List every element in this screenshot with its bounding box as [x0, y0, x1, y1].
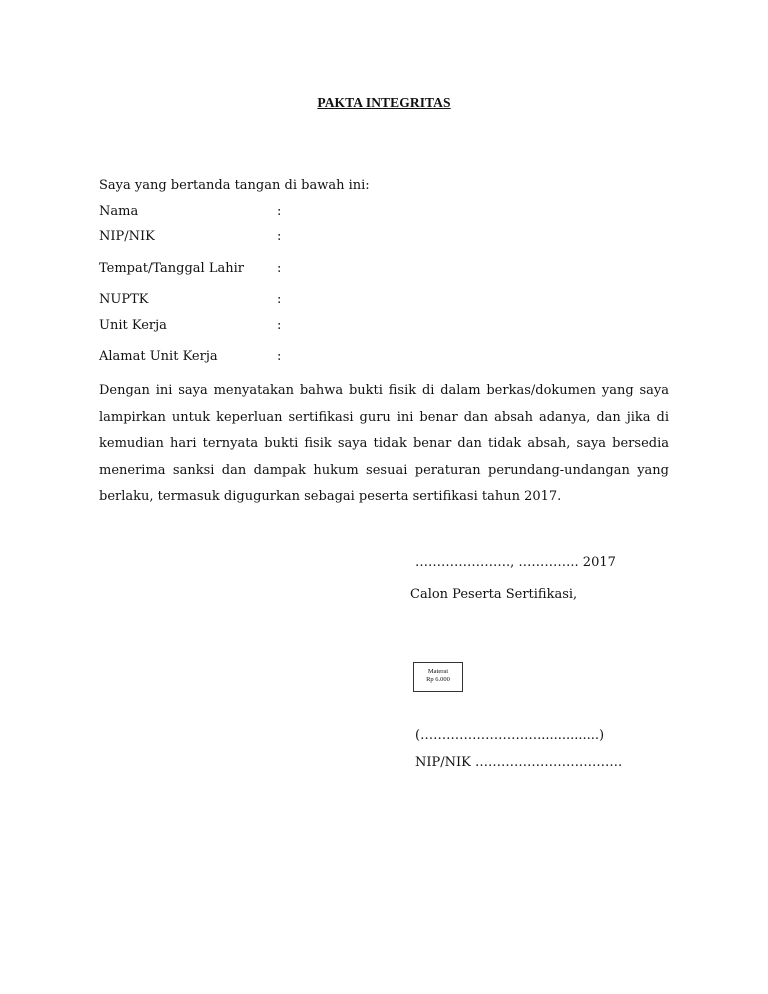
- field-row-nama: [99, 204, 297, 219]
- field-label: NIP/NIK: [99, 229, 155, 244]
- field-row-unit-kerja: [99, 318, 297, 333]
- signature-name-line: (………………………...............): [415, 728, 605, 743]
- intro-text: Saya yang bertanda tangan di bawah ini:: [99, 178, 370, 193]
- field-label: NUPTK: [99, 292, 149, 307]
- field-row-alamat-unit-kerja: [99, 349, 297, 364]
- field-colon: :: [277, 349, 282, 364]
- field-colon: :: [277, 204, 282, 219]
- field-colon: :: [277, 318, 282, 333]
- signature-role: Calon Peserta Sertifikasi,: [410, 587, 578, 602]
- field-colon: :: [277, 292, 282, 307]
- field-label: Tempat/Tanggal Lahir: [99, 261, 244, 276]
- field-label: Nama: [99, 204, 139, 219]
- signature-date-line: …………………., ………….. 2017: [415, 555, 616, 570]
- field-row-tempat-tanggal-lahir: [99, 261, 297, 276]
- field-colon: :: [277, 261, 282, 276]
- field-row-nuptk: [99, 292, 297, 307]
- document-title: PAKTA INTEGRITAS: [317, 95, 451, 110]
- field-row-nip-nik: [99, 229, 297, 244]
- field-colon: :: [277, 229, 282, 244]
- field-label: Alamat Unit Kerja: [99, 349, 218, 364]
- stamp-label: Materai: [427, 668, 449, 675]
- statement-paragraph: Dengan ini saya menyatakan bahwa bukti fisik di dalam berkas/dokumen yang saya lampirkan untuk keperluan sertifikasi guru ini benar dan absah adanya, dan jika di kemudian hari ternyata bukti fisik saya tidak benar dan tidak absah, saya bersedia menerima sanksi dan dampak hukum sesuai peraturan perundang-undangan yang berlaku, termasuk digugurkan sebagai peserta sertifikasi tahun 2017.: [99, 383, 669, 504]
- signature-nip-line: NIP/NIK …………………………….: [415, 755, 623, 770]
- field-label: Unit Kerja: [99, 318, 167, 333]
- stamp-box: [413, 662, 463, 692]
- stamp-value: Rp 6.000: [426, 676, 450, 683]
